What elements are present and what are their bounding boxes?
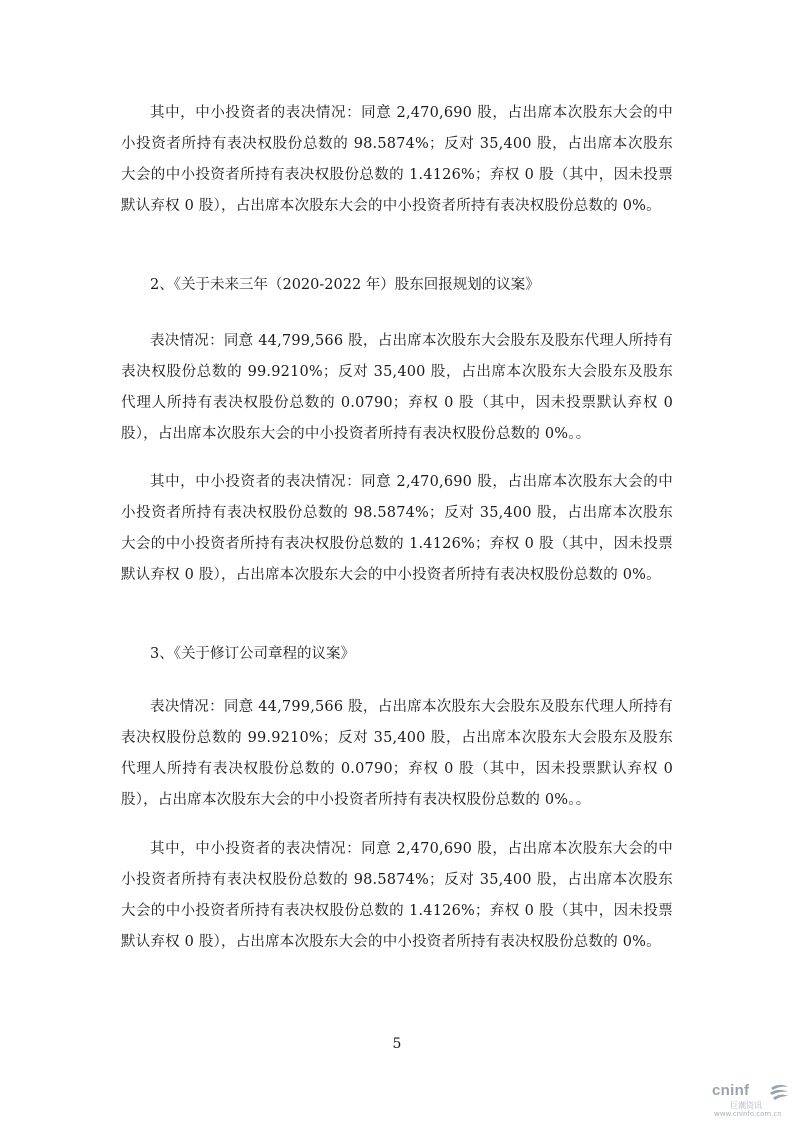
cninf-swirl-icon [768, 1082, 790, 1102]
paragraph-minority-vote-3: 其中，中小投资者的表决情况：同意 2,470,690 股，占出席本次股东大会的中小投资者所持有表决权股份总数的 98.5874%；反对 35,400 股，占出席本次股东大会的中小投资者所持有表决权股份总数的 1.4126%；弃权 0 股（其中，因未投票默认弃权 0 股），占出席本次股东大会的中小投资者所持有表决权股份总数的 0%。 [121, 841, 673, 950]
cninf-logo [712, 1082, 792, 1122]
heading-proposal-2: 2、《关于未来三年（2020-2022 年）股东回报规划的议案》 [150, 277, 540, 293]
heading-proposal-3: 3、《关于修订公司章程的议案》 [150, 646, 355, 662]
paragraph-minority-vote-1: 其中，中小投资者的表决情况：同意 2,470,690 股，占出席本次股东大会的中小投资者所持有表决权股份总数的 98.5874%；反对 35,400 股，占出席本次股东大会的中小投资者所持有表决权股份总数的 1.4126%；弃权 0 股（其中，因未投票默认弃权 0 股），占出席本次股东大会的中小投资者所持有表决权股份总数的 0%。 [121, 105, 673, 214]
logo-subtitle: 巨潮资讯 [730, 1101, 762, 1110]
paragraph-minority-vote-2: 其中，中小投资者的表决情况：同意 2,470,690 股，占出席本次股东大会的中小投资者所持有表决权股份总数的 98.5874%；反对 35,400 股，占出席本次股东大会的中小投资者所持有表决权股份总数的 1.4126%；弃权 0 股（其中，因未投票默认弃权 0 股），占出席本次股东大会的中小投资者所持有表决权股份总数的 0%。 [121, 474, 673, 583]
logo-url: www.cninfo.com.cn [714, 1110, 782, 1118]
logo-brand: cninf [712, 1082, 750, 1099]
paragraph-vote-proposal-2: 表决情况：同意 44,799,566 股，占出席本次股东大会股东及股东代理人所持有表决权股份总数的 99.9210%；反对 35,400 股，占出席本次股东大会股东及股东代理人所持有表决权股份总数的 0.0790；弃权 0 股（其中，因未投票默认弃权 0 股），占出席本次股东大会的中小投资者所持有表决权股份总数的 0%。。 [121, 333, 673, 442]
page-number: 5 [392, 1036, 402, 1052]
paragraph-vote-proposal-3: 表决情况：同意 44,799,566 股，占出席本次股东大会股东及股东代理人所持有表决权股份总数的 99.9210%；反对 35,400 股，占出席本次股东大会股东及股东代理人所持有表决权股份总数的 0.0790；弃权 0 股（其中，因未投票默认弃权 0 股），占出席本次股东大会的中小投资者所持有表决权股份总数的 0%。。 [121, 699, 673, 808]
